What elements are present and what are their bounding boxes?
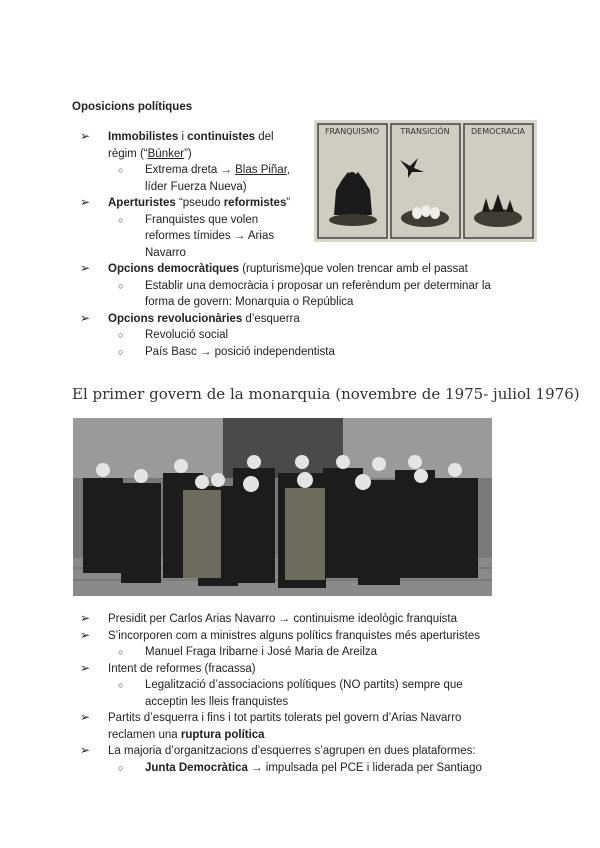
text-run: Manuel Fraga Iribarne i José Maria de Areilza [145, 646, 378, 658]
text-run: (rupturisme)que volen trencar amb el passat [239, 263, 468, 275]
bullet-text [108, 612, 457, 627]
bullet-text [108, 262, 468, 277]
bullet-text [108, 196, 290, 211]
arrow-bullet-icon: ➢ [80, 310, 91, 325]
text-run: forma de govern: Monarquia o República [145, 296, 354, 308]
bullet-text [108, 728, 265, 743]
sub-bullet-text [145, 229, 274, 244]
cartoon-label-3: DEMOCRACIA [471, 127, 525, 136]
cartoon-label-2: TRANSICIÓN [400, 127, 450, 136]
text-run: Presidit per Carlos Arias Navarro → continuisme ideològic franquista [108, 613, 457, 625]
underlined-term: Búnker [147, 147, 185, 160]
arrow-bullet-icon: ➢ [80, 195, 91, 209]
text-run: S’incorporen com a ministres alguns polítics franquistes més aperturistes [108, 629, 480, 642]
circle-bullet-icon: ○ [118, 280, 124, 291]
text-run: d’esquerra [242, 312, 300, 325]
circle-bullet-icon: ○ [118, 647, 124, 657]
cartoon-image [314, 120, 537, 242]
government-photo [73, 418, 492, 596]
bold-term: ruptura política [180, 728, 265, 741]
sub-bullet-text [145, 213, 258, 228]
arrow-bullet-icon: ➢ [80, 261, 91, 275]
section-heading: El primer govern de la monarquia (novembre de 1975- juliol 1976) [72, 385, 580, 403]
sub-bullet-text [145, 295, 353, 310]
bold-term: Opcions democràtiques [108, 263, 240, 275]
sub-bullet-text [145, 345, 335, 360]
sub-bullet-text [145, 163, 290, 178]
bold-term: Junta Democràtica [145, 761, 248, 774]
arrow-bullet-icon: ➢ [80, 611, 91, 625]
arrow-bullet-icon: ➢ [80, 710, 91, 724]
sub-bullet-text [145, 246, 186, 261]
circle-bullet-icon: ○ [118, 330, 124, 340]
text-run: reclamen una [108, 728, 181, 741]
arrow-bullet-icon: ➢ [80, 743, 91, 757]
bullet-text [108, 711, 461, 726]
circle-bullet-icon: ○ [118, 346, 124, 357]
cartoon-label-1: FRANQUISMO [324, 127, 380, 136]
text-run: reformes tímides → Arias [145, 230, 275, 242]
text-run: ” [286, 197, 291, 209]
sub-bullet-text [145, 180, 247, 195]
circle-bullet-icon: ○ [118, 165, 124, 175]
text-run: Extrema dreta → [145, 164, 236, 176]
arrow-bullet-icon: ➢ [80, 660, 91, 675]
text-run: Establir una democràcia i proposar un referèndum per determinar la [145, 279, 491, 292]
sub-bullet-text [145, 761, 482, 776]
bullet-text [108, 662, 256, 677]
text-run: Intent de reformes (fracassa) [108, 662, 256, 675]
bold-term: Opcions revolucionàries [108, 312, 243, 325]
bold-term: continuistes [187, 131, 255, 143]
bullet-text [108, 312, 300, 327]
text-run: líder Fuerza Nueva) [145, 180, 247, 193]
arrow-bullet-icon: ➢ [80, 129, 91, 143]
sub-bullet-text [145, 695, 288, 710]
bold-term: Aperturistes [108, 197, 176, 209]
text-run: i [178, 131, 188, 143]
bold-term: Immobilistes [108, 131, 179, 143]
text-run: Legalització d’associacions polítiques (NO partits) sempre que [145, 679, 463, 691]
section-title: Oposicions polítiques [72, 101, 193, 113]
text-run: , [286, 164, 291, 176]
sub-bullet-text [145, 328, 228, 343]
bullet-text [108, 629, 480, 644]
text-run: acceptin les lleis franquistes [145, 695, 289, 708]
text-run: “pseudo [175, 197, 224, 209]
text-run: Franquistes que volen [145, 213, 259, 226]
underlined-term: Blas Piñar [235, 164, 287, 176]
circle-bullet-icon: ○ [118, 762, 124, 773]
text-run: Navarro [145, 246, 186, 259]
text-run: del [255, 131, 274, 143]
text-run: → impulsada pel PCE i liderada per Santiago [247, 761, 482, 774]
text-run: règim (“ [108, 147, 148, 160]
bullet-text [108, 147, 192, 162]
bullet-text [108, 130, 274, 145]
text-run: ”) [184, 147, 192, 160]
text-run: Revolució social [145, 329, 229, 341]
text-run: Partits d’esquerra i fins i tot partits tolerats pel govern d’Arias Navarro [108, 712, 462, 724]
circle-bullet-icon: ○ [118, 214, 124, 225]
bold-term: reformistes [223, 197, 287, 209]
sub-bullet-text [145, 678, 463, 693]
circle-bullet-icon: ○ [118, 680, 124, 690]
text-run: La majoria d’organitzacions d’esquerres s’agrupen en dues plataformes: [108, 745, 476, 757]
sub-bullet-text [145, 645, 377, 660]
bullet-text [108, 744, 476, 759]
arrow-bullet-icon: ➢ [80, 627, 91, 642]
sub-bullet-text [145, 279, 491, 294]
text-run: País Basc → posició independentista [145, 345, 335, 358]
